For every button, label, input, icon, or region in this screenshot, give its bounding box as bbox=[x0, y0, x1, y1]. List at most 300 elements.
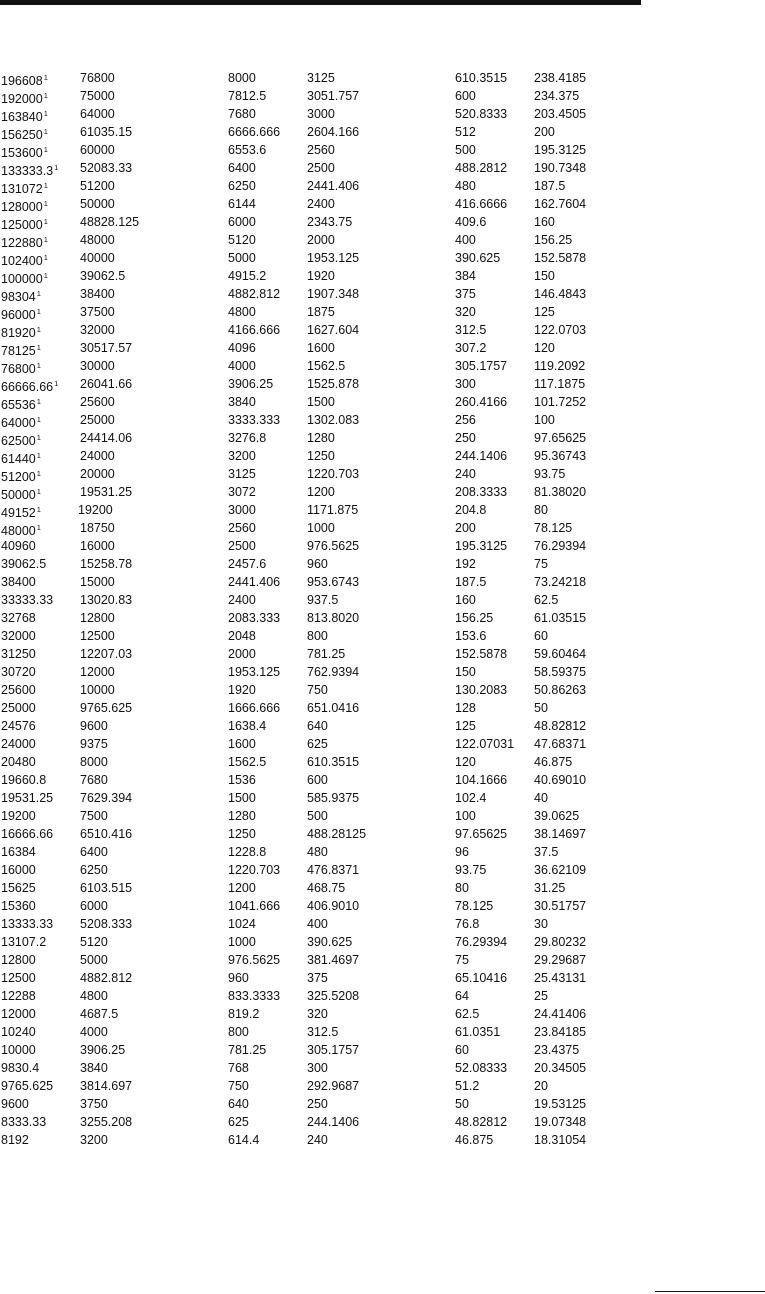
row-value-secondary: 1627.604 bbox=[307, 323, 360, 337]
primary-value-text: 1041.666 bbox=[228, 899, 281, 913]
row-value-primary bbox=[455, 483, 507, 501]
primary-value-text: 6400 bbox=[228, 161, 256, 175]
row-value-secondary: 95.36743 bbox=[534, 449, 587, 463]
row-value-secondary: 651.0416 bbox=[307, 701, 360, 715]
primary-value-text: 65.10416 bbox=[455, 971, 508, 985]
row-value-secondary: 60000 bbox=[80, 143, 115, 157]
row-value-secondary: 5208.333 bbox=[80, 917, 133, 931]
primary-value-text: 96 bbox=[455, 845, 469, 859]
primary-value-text: 153.6 bbox=[455, 629, 487, 643]
primary-value-text: 4166.666 bbox=[228, 323, 281, 337]
row-value-primary bbox=[455, 357, 507, 375]
top-rule bbox=[0, 0, 641, 5]
footnote-marker: 1 bbox=[43, 199, 48, 208]
footnote-marker: 1 bbox=[43, 217, 48, 226]
row-value-primary bbox=[455, 465, 476, 483]
footnote-marker: 1 bbox=[54, 379, 59, 388]
row-value-secondary: 31.25 bbox=[534, 881, 566, 895]
primary-value-text: 64000 bbox=[1, 416, 36, 430]
primary-value-text: 4915.2 bbox=[228, 269, 267, 283]
row-value-secondary: 16000 bbox=[80, 539, 115, 553]
row-value-primary bbox=[1, 861, 36, 879]
primary-value-text: 320 bbox=[455, 305, 476, 319]
primary-value-text: 78.125 bbox=[455, 899, 494, 913]
row-value-secondary: 81.38020 bbox=[534, 485, 587, 499]
primary-value-text: 12500 bbox=[1, 971, 36, 985]
row-value-primary bbox=[228, 1131, 259, 1149]
row-value-primary bbox=[228, 771, 256, 789]
primary-value-text: 13107.2 bbox=[1, 935, 47, 949]
row-value-primary bbox=[228, 645, 256, 663]
row-value-primary bbox=[228, 1077, 249, 1095]
row-value-secondary: 39062.5 bbox=[80, 269, 126, 283]
row-value-secondary: 5120 bbox=[80, 935, 108, 949]
row-value-secondary: 585.9375 bbox=[307, 791, 360, 805]
primary-value-text: 2083.333 bbox=[228, 611, 281, 625]
primary-value-text: 300 bbox=[455, 377, 476, 391]
primary-value-text: 133333.3 bbox=[1, 164, 54, 178]
row-value-secondary: 9765.625 bbox=[80, 701, 133, 715]
row-value-secondary: 2604.166 bbox=[307, 125, 360, 139]
row-value-secondary: 2500 bbox=[307, 161, 335, 175]
primary-value-text: 1562.5 bbox=[228, 755, 267, 769]
primary-value-text: 195.3125 bbox=[455, 539, 508, 553]
row-value-secondary: 200 bbox=[534, 125, 555, 139]
row-value-secondary: 292.9687 bbox=[307, 1079, 360, 1093]
row-value-secondary: 37500 bbox=[80, 305, 115, 319]
row-value-secondary: 4687.5 bbox=[80, 1007, 119, 1021]
row-value-primary bbox=[455, 825, 507, 843]
primary-value-text: 51200 bbox=[1, 470, 36, 484]
primary-value-text: 1250 bbox=[228, 827, 256, 841]
row-value-secondary: 125 bbox=[534, 305, 555, 319]
row-value-secondary: 1920 bbox=[307, 269, 335, 283]
primary-value-text: 1920 bbox=[228, 683, 256, 697]
row-value-secondary: 6000 bbox=[80, 899, 108, 913]
primary-value-text: 25600 bbox=[1, 683, 36, 697]
row-value-secondary: 23.84185 bbox=[534, 1025, 587, 1039]
row-value-secondary: 38.14697 bbox=[534, 827, 587, 841]
row-value-primary bbox=[455, 1005, 479, 1023]
primary-value-text: 38400 bbox=[1, 575, 36, 589]
primary-value-text: 104.1666 bbox=[455, 773, 508, 787]
row-value-primary bbox=[455, 681, 507, 699]
row-value-primary bbox=[455, 933, 507, 951]
row-value-primary bbox=[455, 285, 476, 303]
primary-value-text: 9765.625 bbox=[1, 1079, 54, 1093]
primary-value-text: 819.2 bbox=[228, 1007, 260, 1021]
primary-value-text: 24576 bbox=[1, 719, 36, 733]
primary-value-text: 8333.33 bbox=[1, 1115, 47, 1129]
row-value-secondary: 400 bbox=[307, 917, 328, 931]
primary-value-text: 62500 bbox=[1, 434, 36, 448]
row-value-secondary: 50.86263 bbox=[534, 683, 587, 697]
row-value-primary bbox=[1, 717, 36, 735]
row-value-secondary: 250 bbox=[307, 1097, 328, 1111]
primary-value-text: 120 bbox=[455, 755, 476, 769]
primary-value-text: 3333.333 bbox=[228, 413, 281, 427]
row-value-primary bbox=[455, 753, 476, 771]
row-value-secondary: 15000 bbox=[80, 575, 115, 589]
primary-value-text: 4882.812 bbox=[228, 287, 281, 301]
primary-value-text: 6553.6 bbox=[228, 143, 267, 157]
row-value-secondary: 38400 bbox=[80, 287, 115, 301]
primary-value-text: 5120 bbox=[228, 233, 256, 247]
primary-value-text: 3072 bbox=[228, 485, 256, 499]
primary-value-text: 4000 bbox=[228, 359, 256, 373]
primary-value-text: 2000 bbox=[228, 647, 256, 661]
row-value-secondary: 7629.394 bbox=[80, 791, 133, 805]
footnote-marker: 1 bbox=[43, 145, 48, 154]
row-value-secondary: 156.25 bbox=[534, 233, 573, 247]
footnote-marker: 1 bbox=[36, 451, 41, 460]
primary-value-text: 1638.4 bbox=[228, 719, 267, 733]
row-value-secondary: 1600 bbox=[307, 341, 335, 355]
primary-value-text: 50000 bbox=[1, 488, 36, 502]
row-value-secondary: 37.5 bbox=[534, 845, 559, 859]
row-value-secondary: 50000 bbox=[80, 197, 115, 211]
row-value-secondary: 150 bbox=[534, 269, 555, 283]
primary-value-text: 600 bbox=[455, 89, 476, 103]
row-value-primary bbox=[455, 951, 469, 969]
primary-value-text: 32768 bbox=[1, 611, 36, 625]
row-value-secondary: 62.5 bbox=[534, 593, 559, 607]
row-value-secondary: 25 bbox=[534, 989, 548, 1003]
row-value-secondary: 23.4375 bbox=[534, 1043, 580, 1057]
row-value-secondary: 73.24218 bbox=[534, 575, 587, 589]
row-value-primary bbox=[228, 1005, 259, 1023]
row-value-secondary: 61.03515 bbox=[534, 611, 587, 625]
row-value-secondary: 3200 bbox=[80, 1133, 108, 1147]
primary-value-text: 3000 bbox=[228, 503, 256, 517]
primary-value-text: 48000 bbox=[1, 524, 36, 538]
row-value-primary bbox=[455, 555, 476, 573]
row-value-secondary: 61035.15 bbox=[80, 125, 133, 139]
row-value-secondary: 36.62109 bbox=[534, 863, 587, 877]
primary-value-text: 76800 bbox=[1, 362, 36, 376]
row-value-secondary: 59.60464 bbox=[534, 647, 587, 661]
primary-value-text: 2400 bbox=[228, 593, 256, 607]
primary-value-text: 32000 bbox=[1, 629, 36, 643]
row-value-secondary: 468.75 bbox=[307, 881, 346, 895]
primary-value-text: 156.25 bbox=[455, 611, 494, 625]
footnote-marker: 1 bbox=[43, 181, 48, 190]
row-value-primary bbox=[455, 1023, 500, 1041]
row-value-primary bbox=[1, 951, 36, 969]
primary-value-text: 400 bbox=[455, 233, 476, 247]
row-value-primary bbox=[228, 861, 280, 879]
primary-value-text: 10240 bbox=[1, 1025, 36, 1039]
primary-value-text: 12800 bbox=[1, 953, 36, 967]
row-value-primary bbox=[1, 699, 36, 717]
row-value-primary bbox=[455, 123, 476, 141]
row-value-secondary: 78.125 bbox=[534, 521, 573, 535]
row-value-primary bbox=[228, 717, 266, 735]
footnote-marker: 1 bbox=[43, 271, 48, 280]
primary-value-text: 192000 bbox=[1, 92, 43, 106]
row-value-secondary: 19200 bbox=[78, 503, 113, 517]
primary-value-text: 781.25 bbox=[228, 1043, 267, 1057]
primary-value-text: 6144 bbox=[228, 197, 256, 211]
primary-value-text: 40960 bbox=[1, 539, 36, 553]
row-value-secondary: 2000 bbox=[307, 233, 335, 247]
row-value-primary bbox=[1, 555, 46, 573]
row-value-secondary: 12207.03 bbox=[80, 647, 133, 661]
row-value-primary bbox=[228, 573, 280, 591]
row-value-secondary: 7500 bbox=[80, 809, 108, 823]
primary-value-text: 1024 bbox=[228, 917, 256, 931]
row-value-secondary: 500 bbox=[307, 809, 328, 823]
primary-value-text: 130.2083 bbox=[455, 683, 508, 697]
row-value-secondary: 238.4185 bbox=[534, 71, 587, 85]
row-value-primary bbox=[1, 1131, 29, 1149]
row-value-secondary: 152.5878 bbox=[534, 251, 587, 265]
row-value-primary bbox=[1, 537, 36, 555]
row-value-secondary: 1302.083 bbox=[307, 413, 360, 427]
row-value-secondary: 75 bbox=[534, 557, 548, 571]
row-value-primary bbox=[455, 663, 476, 681]
row-value-secondary: 40.69010 bbox=[534, 773, 587, 787]
row-value-secondary: 195.3125 bbox=[534, 143, 587, 157]
footnote-marker: 1 bbox=[36, 289, 41, 298]
primary-value-text: 976.5625 bbox=[228, 953, 281, 967]
primary-value-text: 4096 bbox=[228, 341, 256, 355]
footnote-marker: 1 bbox=[36, 343, 41, 352]
primary-value-text: 156250 bbox=[1, 128, 43, 142]
primary-value-text: 152.5878 bbox=[455, 647, 508, 661]
row-value-secondary: 100 bbox=[534, 413, 555, 427]
row-value-secondary: 9375 bbox=[80, 737, 108, 751]
row-value-secondary: 12800 bbox=[80, 611, 115, 625]
row-value-primary bbox=[228, 969, 249, 987]
row-value-secondary: 3125 bbox=[307, 71, 335, 85]
row-value-primary bbox=[228, 375, 273, 393]
row-value-primary bbox=[228, 285, 280, 303]
primary-value-text: 375 bbox=[455, 287, 476, 301]
row-value-primary bbox=[455, 573, 486, 591]
row-value-secondary: 3051.757 bbox=[307, 89, 360, 103]
row-value-primary bbox=[455, 69, 507, 87]
row-value-secondary: 160 bbox=[534, 215, 555, 229]
primary-value-text: 307.2 bbox=[455, 341, 487, 355]
row-value-primary bbox=[455, 393, 507, 411]
primary-value-text: 260.4166 bbox=[455, 395, 508, 409]
footnote-marker: 1 bbox=[43, 109, 48, 118]
row-value-primary bbox=[1, 591, 53, 609]
primary-value-text: 19531.25 bbox=[1, 791, 54, 805]
row-value-secondary: 3255.208 bbox=[80, 1115, 133, 1129]
row-value-primary bbox=[455, 609, 493, 627]
row-value-secondary: 18750 bbox=[80, 521, 115, 535]
row-value-primary bbox=[228, 1023, 249, 1041]
row-value-secondary: 119.2092 bbox=[534, 359, 586, 373]
row-value-secondary: 52083.33 bbox=[80, 161, 133, 175]
row-value-secondary: 50 bbox=[534, 701, 548, 715]
primary-value-text: 7812.5 bbox=[228, 89, 267, 103]
primary-value-text: 98304 bbox=[1, 290, 36, 304]
row-value-secondary: 390.625 bbox=[307, 935, 353, 949]
row-value-primary bbox=[455, 411, 476, 429]
row-value-primary bbox=[228, 123, 280, 141]
primary-value-text: 15360 bbox=[1, 899, 36, 913]
footnote-marker: 1 bbox=[36, 361, 41, 370]
row-value-secondary: 4882.812 bbox=[80, 971, 133, 985]
primary-value-text: 102.4 bbox=[455, 791, 487, 805]
row-value-primary bbox=[1, 1059, 39, 1077]
primary-value-text: 1600 bbox=[228, 737, 256, 751]
row-value-primary bbox=[455, 987, 469, 1005]
row-value-secondary: 320 bbox=[307, 1007, 328, 1021]
primary-value-text: 2441.406 bbox=[228, 575, 281, 589]
primary-value-text: 305.1757 bbox=[455, 359, 508, 373]
row-value-secondary: 1220.703 bbox=[307, 467, 360, 481]
row-value-secondary: 1525.878 bbox=[307, 377, 360, 391]
row-value-secondary: 3840 bbox=[80, 1061, 108, 1075]
row-value-primary bbox=[228, 609, 280, 627]
row-value-secondary: 7680 bbox=[80, 773, 108, 787]
primary-value-text: 208.3333 bbox=[455, 485, 508, 499]
row-value-secondary: 375 bbox=[307, 971, 328, 985]
row-value-secondary: 381.4697 bbox=[307, 953, 360, 967]
row-value-primary bbox=[455, 717, 476, 735]
row-value-primary bbox=[228, 753, 266, 771]
row-value-primary bbox=[228, 1113, 249, 1131]
primary-value-text: 52.08333 bbox=[455, 1061, 508, 1075]
primary-value-text: 390.625 bbox=[455, 251, 501, 265]
row-value-primary bbox=[228, 159, 256, 177]
row-value-secondary: 48828.125 bbox=[80, 215, 140, 229]
row-value-secondary: 480 bbox=[307, 845, 328, 859]
row-value-primary bbox=[455, 591, 476, 609]
row-value-secondary: 46.875 bbox=[534, 755, 573, 769]
row-value-secondary: 30.51757 bbox=[534, 899, 587, 913]
primary-value-text: 480 bbox=[455, 179, 476, 193]
primary-value-text: 3840 bbox=[228, 395, 256, 409]
row-value-secondary: 187.5 bbox=[534, 179, 566, 193]
primary-value-text: 488.2812 bbox=[455, 161, 508, 175]
row-value-secondary: 610.3515 bbox=[307, 755, 360, 769]
row-value-primary bbox=[228, 447, 256, 465]
row-value-secondary: 12500 bbox=[80, 629, 115, 643]
row-value-secondary: 19.07348 bbox=[534, 1115, 587, 1129]
primary-value-text: 75 bbox=[455, 953, 469, 967]
footnote-marker: 1 bbox=[36, 397, 41, 406]
primary-value-text: 30720 bbox=[1, 665, 36, 679]
row-value-secondary: 325.5208 bbox=[307, 989, 360, 1003]
footnote-marker: 1 bbox=[36, 415, 41, 424]
primary-value-text: 3276.8 bbox=[228, 431, 267, 445]
row-value-primary bbox=[455, 159, 507, 177]
row-value-secondary: 9600 bbox=[80, 719, 108, 733]
row-value-secondary: 29.29687 bbox=[534, 953, 587, 967]
row-value-primary bbox=[228, 537, 256, 555]
row-value-secondary: 40000 bbox=[80, 251, 115, 265]
primary-value-text: 244.1406 bbox=[455, 449, 508, 463]
row-value-primary bbox=[455, 807, 476, 825]
primary-value-text: 4800 bbox=[228, 305, 256, 319]
row-value-secondary: 76.29394 bbox=[534, 539, 587, 553]
row-value-primary bbox=[455, 735, 514, 753]
primary-value-text: 8192 bbox=[1, 1133, 29, 1147]
row-value-primary bbox=[228, 213, 256, 231]
primary-value-text: 12000 bbox=[1, 1007, 36, 1021]
row-value-primary bbox=[455, 789, 486, 807]
row-value-secondary: 6250 bbox=[80, 863, 108, 877]
row-value-primary bbox=[455, 447, 507, 465]
primary-value-text: 66666.66 bbox=[1, 380, 54, 394]
primary-value-text: 409.6 bbox=[455, 215, 487, 229]
row-value-primary bbox=[1, 897, 36, 915]
row-value-secondary: 781.25 bbox=[307, 647, 346, 661]
primary-value-text: 24000 bbox=[1, 737, 36, 751]
primary-value-text: 61440 bbox=[1, 452, 36, 466]
row-value-secondary: 1171.875 bbox=[307, 503, 359, 517]
row-value-secondary: 488.28125 bbox=[307, 827, 367, 841]
row-value-primary bbox=[228, 681, 256, 699]
row-value-primary bbox=[228, 933, 256, 951]
row-value-primary bbox=[1, 1077, 53, 1095]
row-value-primary bbox=[455, 141, 476, 159]
footnote-marker: 1 bbox=[36, 523, 41, 532]
row-value-primary bbox=[455, 1095, 469, 1113]
row-value-secondary: 51200 bbox=[80, 179, 115, 193]
row-value-primary bbox=[455, 699, 476, 717]
row-value-secondary: 80 bbox=[534, 503, 548, 517]
row-value-primary bbox=[455, 879, 469, 897]
row-value-primary bbox=[228, 411, 280, 429]
primary-value-text: 6000 bbox=[228, 215, 256, 229]
row-value-primary bbox=[455, 843, 469, 861]
primary-value-text: 768 bbox=[228, 1061, 249, 1075]
primary-value-text: 240 bbox=[455, 467, 476, 481]
primary-value-text: 520.8333 bbox=[455, 107, 508, 121]
primary-value-text: 640 bbox=[228, 1097, 249, 1111]
primary-value-text: 614.4 bbox=[228, 1133, 260, 1147]
row-value-primary bbox=[1, 753, 36, 771]
primary-value-text: 153600 bbox=[1, 146, 43, 160]
row-value-secondary: 12000 bbox=[80, 665, 115, 679]
row-value-primary bbox=[455, 1113, 507, 1131]
row-value-primary bbox=[228, 195, 256, 213]
primary-value-text: 312.5 bbox=[455, 323, 487, 337]
row-value-secondary: 203.4505 bbox=[534, 107, 587, 121]
row-value-secondary: 8000 bbox=[80, 755, 108, 769]
primary-value-text: 833.3333 bbox=[228, 989, 281, 1003]
primary-value-text: 102400 bbox=[1, 254, 43, 268]
primary-value-text: 160 bbox=[455, 593, 476, 607]
primary-value-text: 416.6666 bbox=[455, 197, 508, 211]
row-value-secondary: 6510.416 bbox=[80, 827, 133, 841]
footnote-marker: 1 bbox=[36, 325, 41, 334]
primary-value-text: 750 bbox=[228, 1079, 249, 1093]
row-value-primary bbox=[1, 1113, 46, 1131]
row-value-primary bbox=[455, 231, 476, 249]
row-value-primary bbox=[1, 933, 46, 951]
primary-value-text: 61.0351 bbox=[455, 1025, 501, 1039]
row-value-secondary: 75000 bbox=[80, 89, 115, 103]
row-value-secondary: 240 bbox=[307, 1133, 328, 1147]
primary-value-text: 80 bbox=[455, 881, 469, 895]
row-value-secondary: 234.375 bbox=[534, 89, 580, 103]
row-value-primary bbox=[228, 429, 266, 447]
row-value-primary bbox=[228, 357, 256, 375]
primary-value-text: 9600 bbox=[1, 1097, 29, 1111]
row-value-primary bbox=[228, 321, 280, 339]
primary-value-text: 16384 bbox=[1, 845, 36, 859]
primary-value-text: 960 bbox=[228, 971, 249, 985]
primary-value-text: 128 bbox=[455, 701, 476, 715]
row-value-primary bbox=[455, 861, 486, 879]
